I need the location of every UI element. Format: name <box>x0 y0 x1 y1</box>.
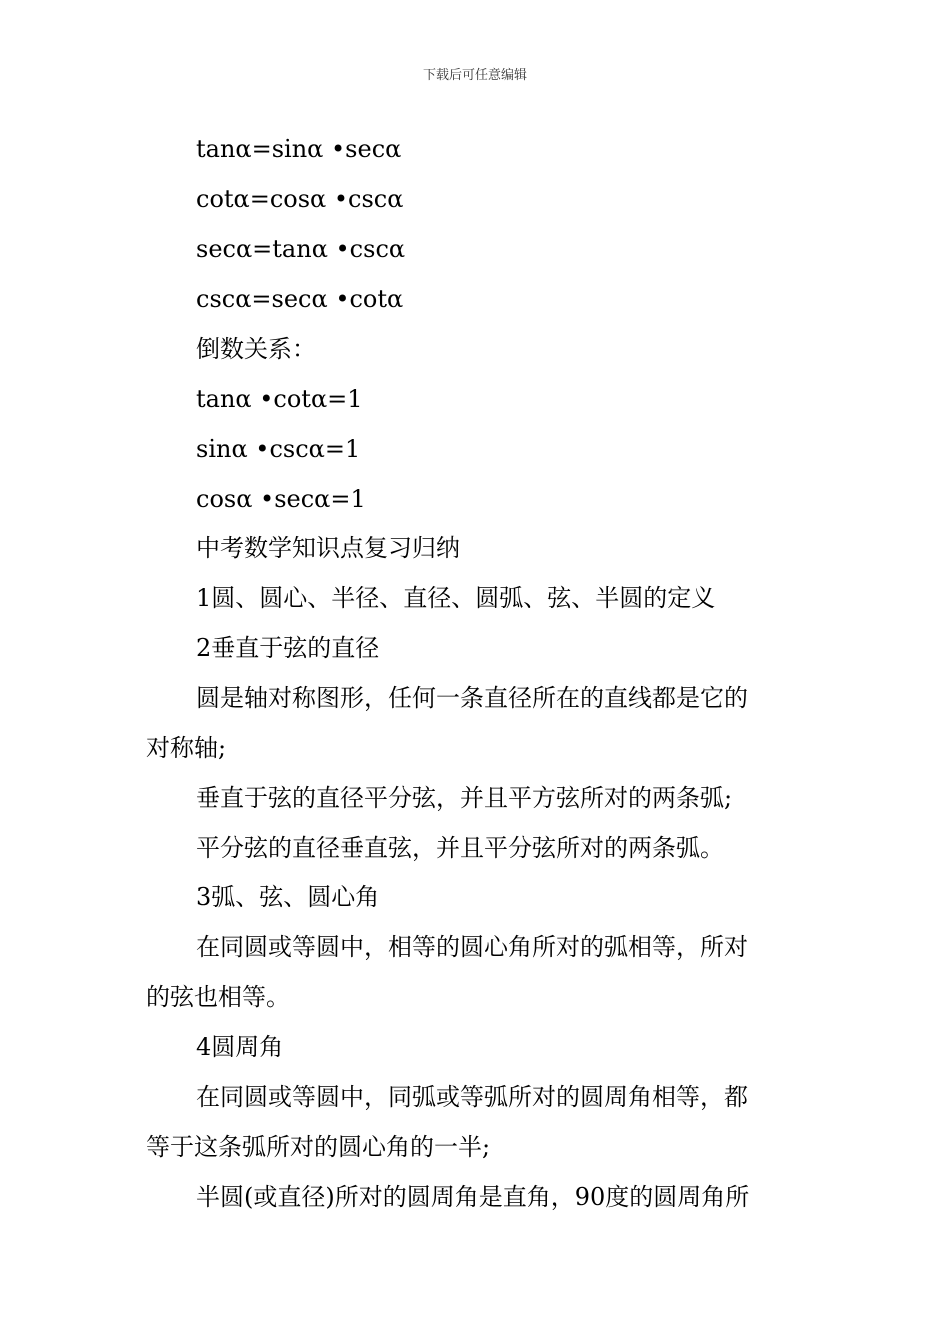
paragraph-line: 4圆周角 <box>196 1033 284 1061</box>
paragraph-line: 平分弦的直径垂直弦，并且平分弦所对的两条弧。 <box>196 834 724 862</box>
paragraph-line: 3弧、弦、圆心角 <box>196 883 380 911</box>
paragraph-line: 2垂直于弦的直径 <box>196 634 380 662</box>
formula-line: cscα=secα •cotα <box>196 285 404 313</box>
page-header: 下载后可任意编辑 <box>422 68 527 83</box>
paragraph-line: 在同圆或等圆中，同弧或等弧所对的圆周角相等，都 <box>196 1083 748 1111</box>
formula-line: secα=tanα •cscα <box>196 235 406 263</box>
formula-line: tanα=sinα •secα <box>196 135 402 163</box>
formula-line: sinα •cscα=1 <box>196 435 361 463</box>
paragraph-line: 圆是轴对称图形，任何一条直径所在的直线都是它的 <box>196 684 748 712</box>
paragraph-line: 在同圆或等圆中，相等的圆心角所对的弧相等，所对 <box>196 933 748 961</box>
formula-line: tanα •cotα=1 <box>196 385 363 413</box>
formula-line: cosα •secα=1 <box>196 485 366 513</box>
paragraph-line: 1圆、圆心、半径、直径、圆弧、弦、半圆的定义 <box>196 584 716 612</box>
paragraph-line: 的弦也相等。 <box>146 983 290 1011</box>
paragraph-line: 半圆(或直径)所对的圆周角是直角，90度的圆周角所 <box>196 1183 750 1211</box>
paragraph-line: 垂直于弦的直径平分弦，并且平方弦所对的两条弧; <box>196 784 733 812</box>
section-label: 倒数关系： <box>196 335 316 363</box>
section-title: 中考数学知识点复习归纳 <box>196 534 460 562</box>
formula-line: cotα=cosα •cscα <box>196 185 404 213</box>
paragraph-line: 等于这条弧所对的圆心角的一半; <box>146 1133 491 1161</box>
paragraph-line: 对称轴; <box>146 734 227 762</box>
